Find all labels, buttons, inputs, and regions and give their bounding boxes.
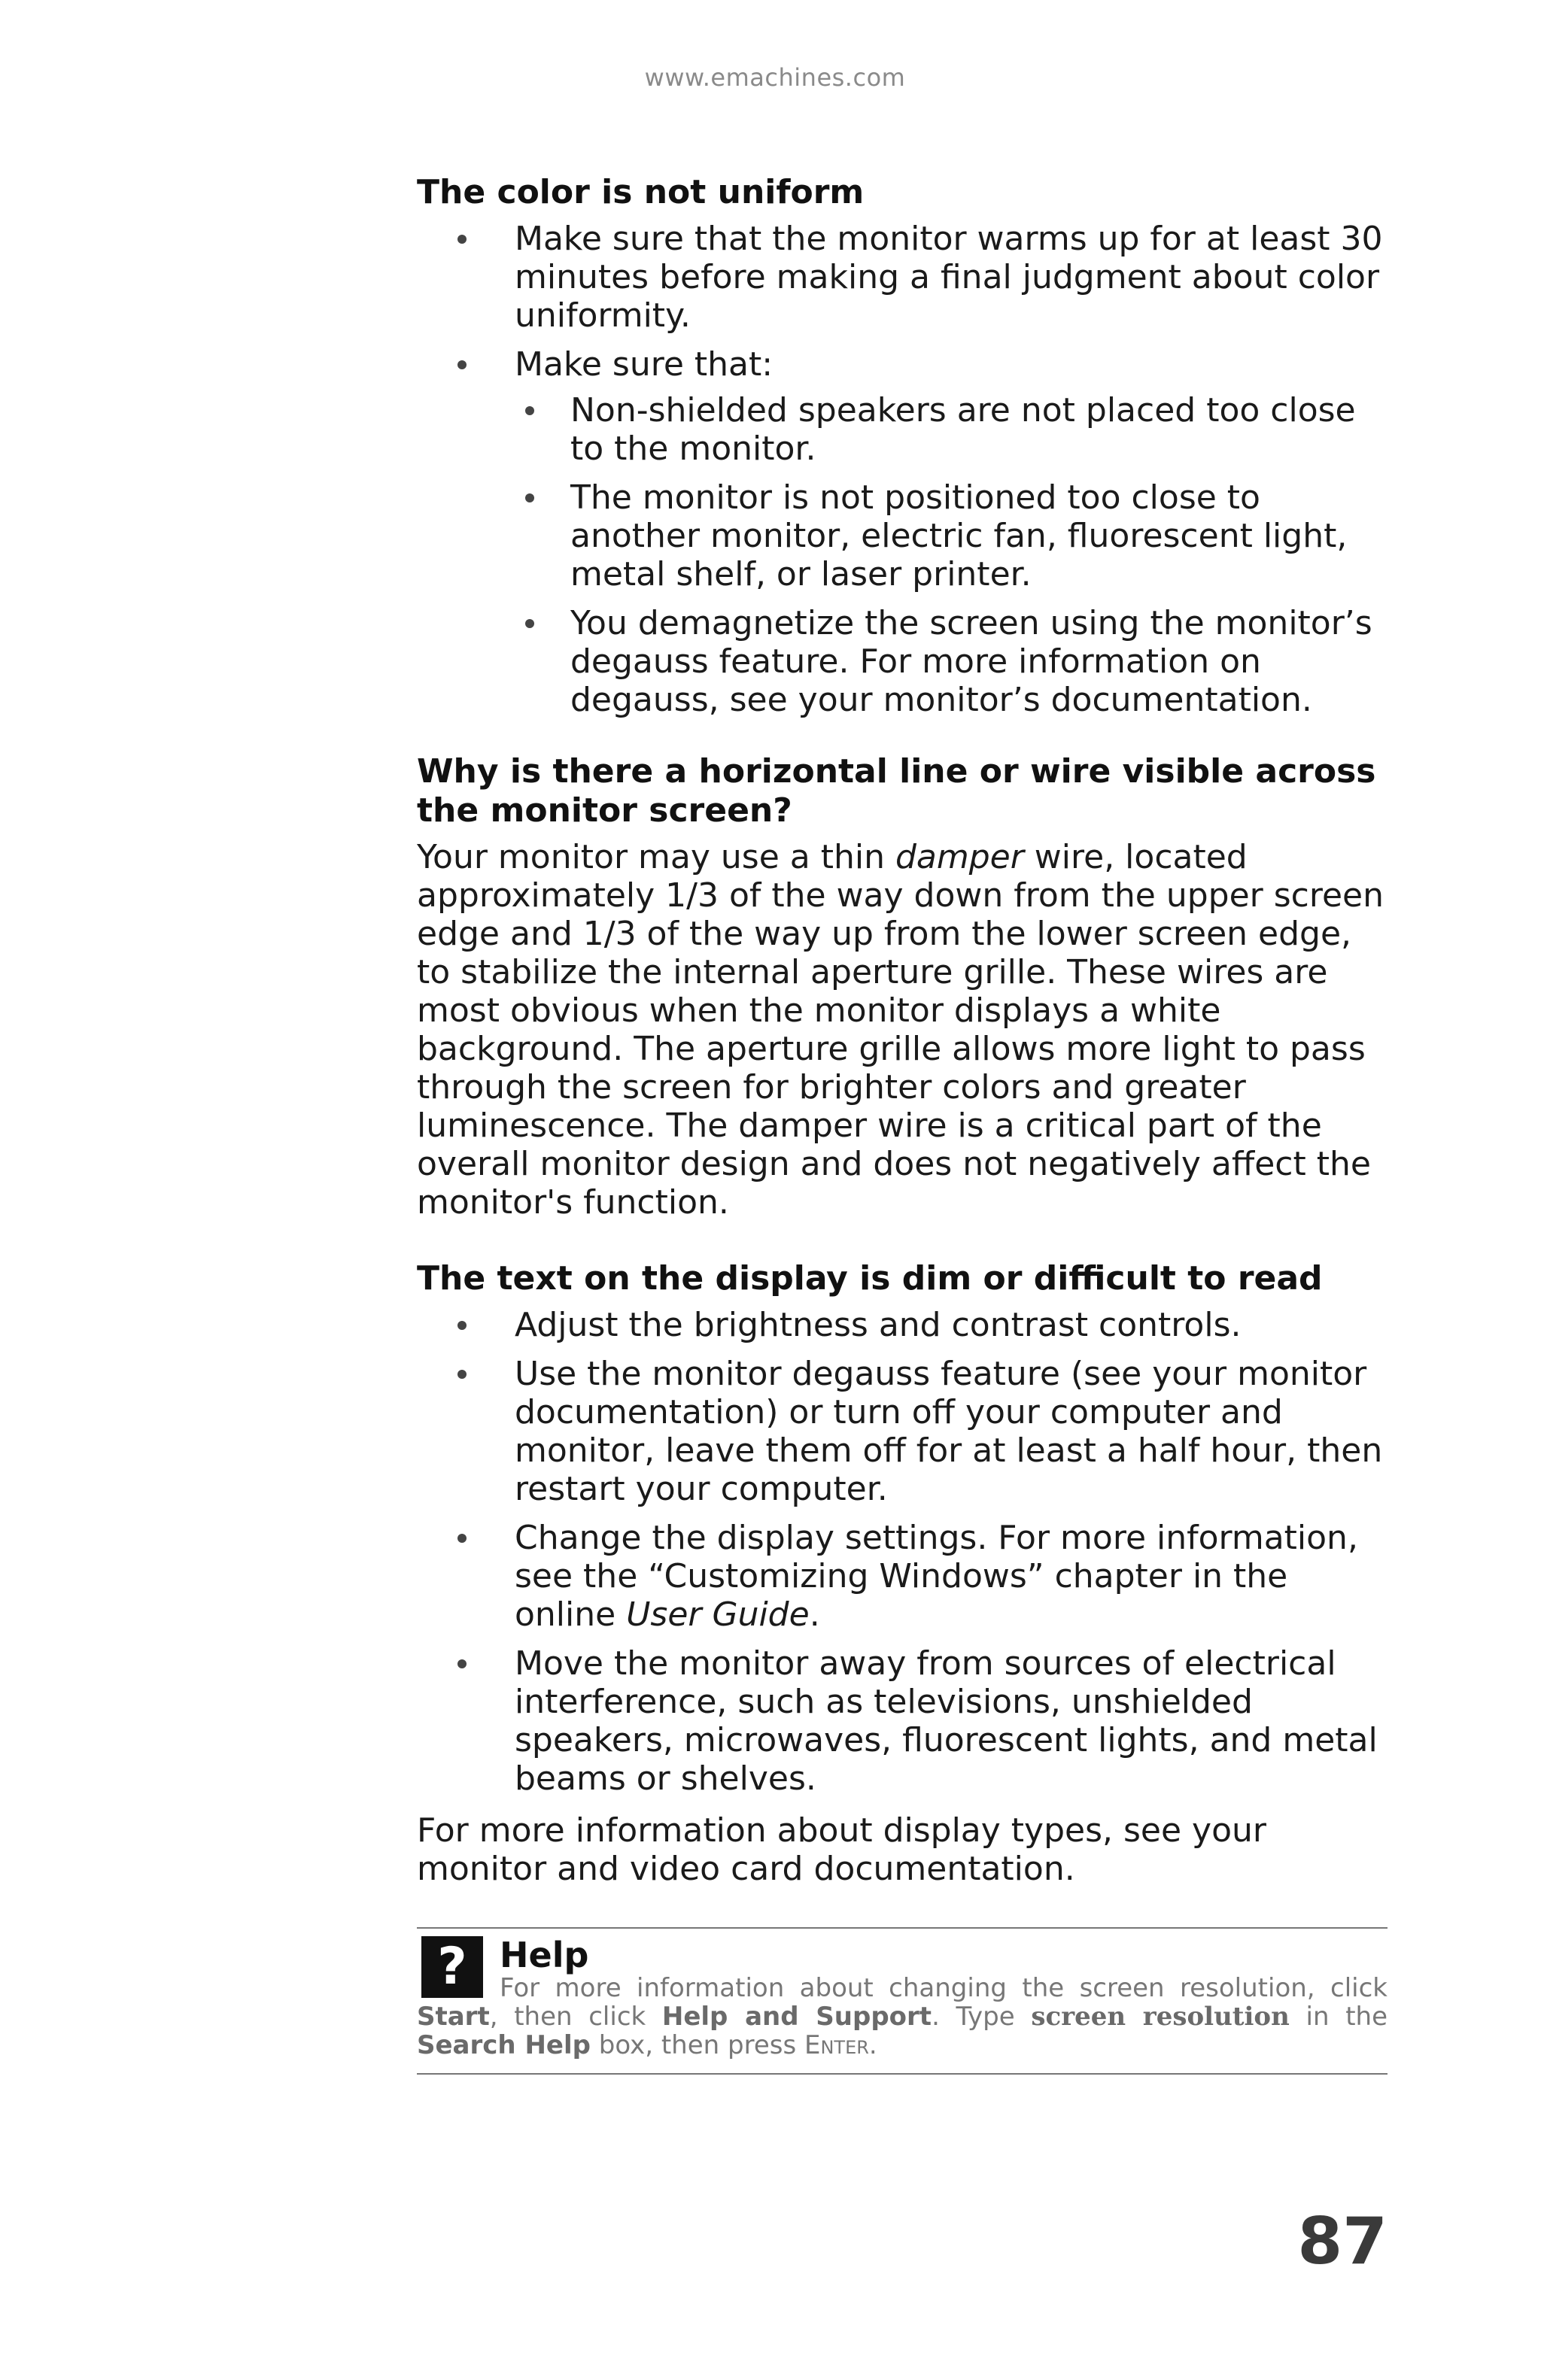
help-text-part: , then click [489, 2002, 662, 2032]
help-box [417, 1927, 1388, 2075]
enter-key-term: Enter [804, 2030, 869, 2060]
help-title: Help [500, 1935, 589, 1975]
closing-paragraph: For more information about display types, see your monitor and video card documentation. [417, 1811, 1266, 1888]
header-url: www.emachines.com [644, 63, 906, 92]
search-help-term: Search Help [417, 2030, 591, 2060]
help-and-support-term: Help and Support [661, 2002, 932, 2032]
help-text-part: . Type [932, 2002, 1032, 2032]
sub-list-item: Non-shielded speakers are not placed too close to the monitor. [570, 391, 1388, 468]
emphasis-text: damper [895, 838, 1024, 876]
section-color-not-uniform [417, 173, 1388, 719]
bullet-list [417, 220, 1388, 719]
page-content [417, 173, 1388, 1888]
help-text-part: . [868, 2030, 877, 2060]
section-horizontal-line [417, 752, 1388, 1222]
help-text-part: For more information about changing the screen resolution, click [500, 1973, 1388, 2003]
question-mark-icon: ? [421, 1936, 483, 1998]
sub-list-item: You demagnetize the screen using the monitor’s degauss feature. For more information on degauss, see your monitor’s documentation. [570, 604, 1388, 719]
list-item: Move the monitor away from sources of electrical interference, such as televisions, unshielded speakers, microwaves, fluorescent lights, and metal beams or shelves. [515, 1644, 1388, 1798]
list-item: Adjust the brightness and contrast controls. [515, 1306, 1388, 1344]
bullet-list [417, 1306, 1388, 1798]
list-item: Use the monitor degauss feature (see your monitor documentation) or turn off your computer and monitor, leave them off for at least a half hour, then restart your computer. [515, 1355, 1388, 1508]
list-item [515, 345, 1388, 719]
list-item-text: Change the display settings. For more information, see the “Customizing Windows” chapter in the online [515, 1519, 1358, 1634]
help-text-part: in the [1289, 2002, 1388, 2032]
sub-list-item: The monitor is not positioned too close to another monitor, electric fan, fluorescent light, metal shelf, or laser printer. [570, 478, 1388, 593]
paragraph-text: Your monitor may use a thin [417, 838, 895, 876]
section-text-dim [417, 1259, 1388, 1888]
section-heading: The color is not uniform [417, 173, 865, 211]
list-item-text: . [809, 1595, 820, 1634]
start-term: Start [417, 2002, 490, 2032]
sub-bullet-list [515, 391, 1388, 719]
help-text [417, 1974, 1388, 2060]
section-heading: The text on the display is dim or difficult to read [417, 1259, 1323, 1298]
paragraph-text: wire, located approximately 1/3 of the way down from the upper screen edge and 1/3 of the way up from the lower screen edge, to stabilize the internal aperture grille. These wires are most obvious when the monitor displays a white background. The aperture grille allows more light to pass through the screen for brighter colors and greater luminescence. The damper wire is a critical part of the overall monitor design and does not negatively affect the monitor's function. [417, 838, 1384, 1222]
list-item-text: Make sure that: [515, 345, 774, 384]
section-heading: Why is there a horizontal line or wire visible across the monitor screen? [417, 752, 1376, 830]
emphasis-text: User Guide [626, 1595, 810, 1634]
list-item [515, 1519, 1388, 1634]
help-text-part: box, then press [590, 2030, 804, 2060]
list-item: Make sure that the monitor warms up for at least 30 minutes before making a final judgment about color uniformity. [515, 220, 1388, 335]
page-number: 87 [1297, 2204, 1388, 2279]
paragraph [417, 838, 1388, 1222]
search-query-term: screen resolution [1031, 2002, 1290, 2032]
